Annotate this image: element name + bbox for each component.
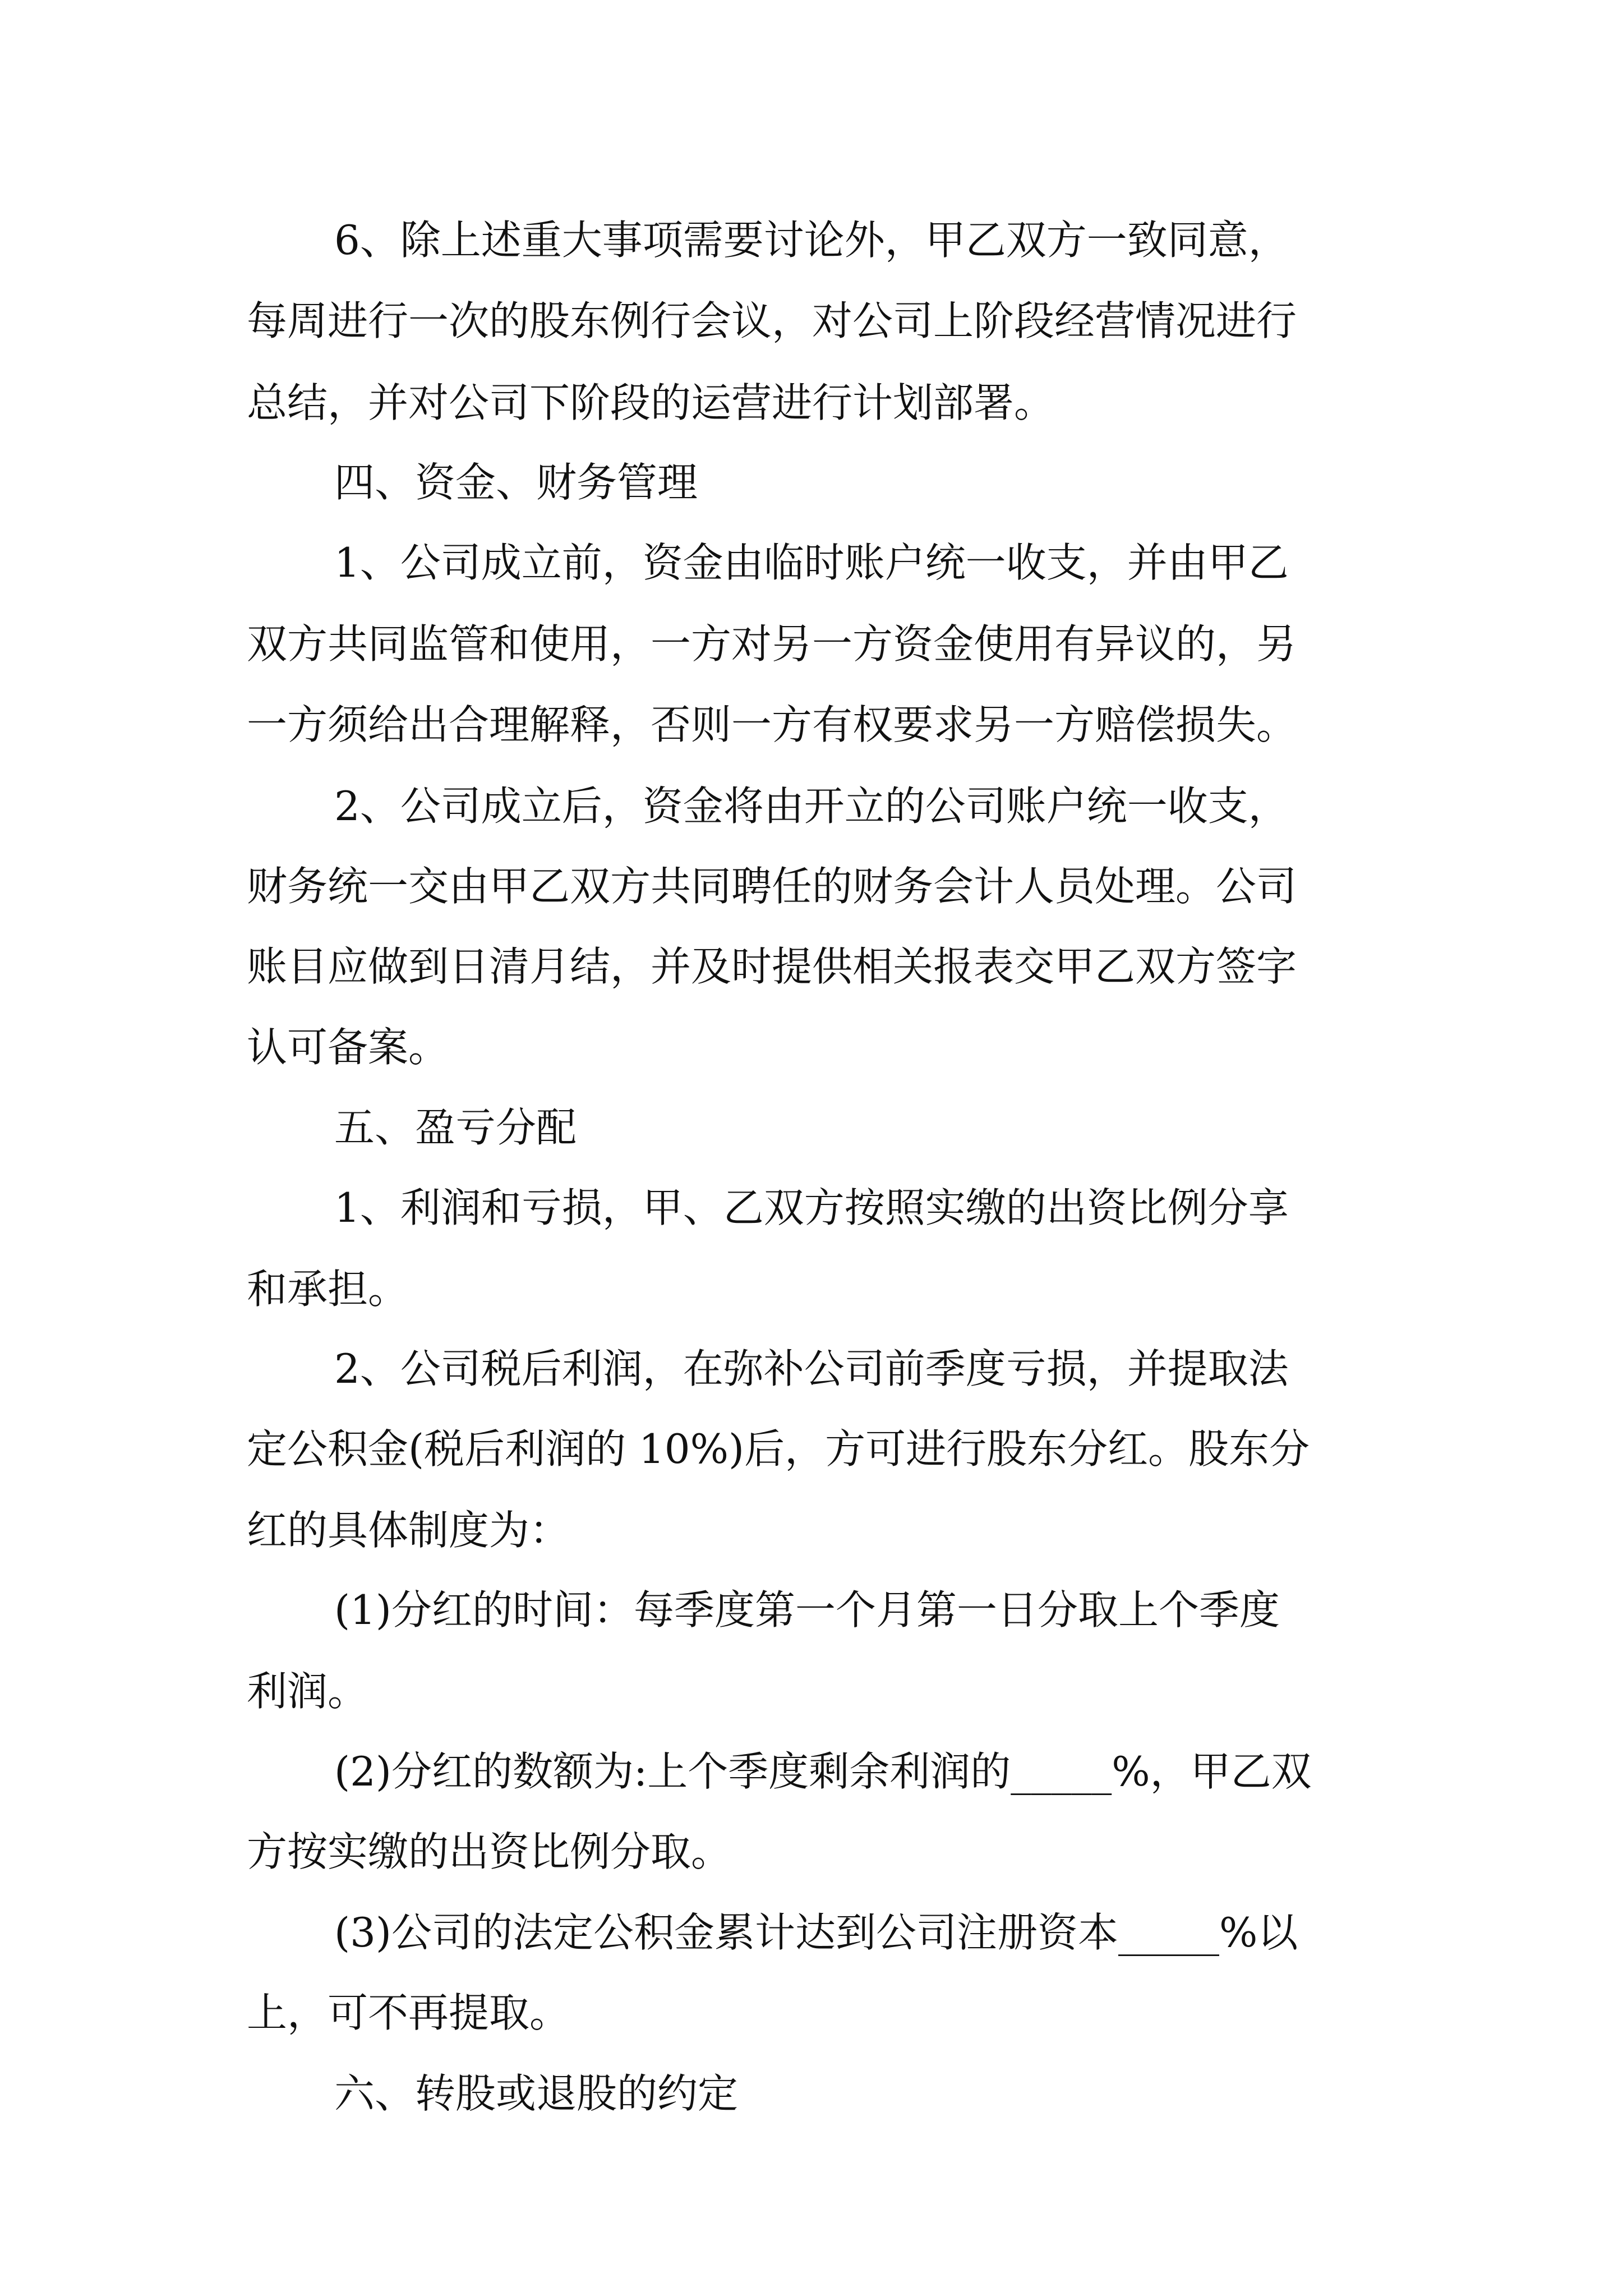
dividend-rule-1-line-1: (1)分红的时间：每季度第一个月第一日分取上个季度: [334, 1586, 1280, 1634]
paragraph-6-line-3: 总结，并对公司下阶段的运营进行计划部署。: [247, 379, 1055, 426]
section-heading-4: 四、资金、财务管理: [334, 459, 698, 506]
section-4-item-1-line-3: 一方须给出合理解释，否则一方有权要求另一方赔偿损失。: [247, 701, 1297, 748]
paragraph-6-line-2: 每周进行一次的股东例行会议，对公司上阶段经营情况进行: [247, 297, 1297, 344]
section-4-item-1-line-1: 1、公司成立前，资金由临时账户统一收支，并由甲乙: [334, 539, 1289, 586]
section-5-item-1-line-2: 和承担。: [247, 1266, 409, 1313]
section-5-item-2-line-1: 2、公司税后利润，在弥补公司前季度亏损，并提取法: [334, 1345, 1289, 1392]
section-4-item-2-line-3: 账目应做到日清月结，并及时提供相关报表交甲乙双方签字: [247, 943, 1297, 990]
dividend-rule-3-line-2: 上，可不再提取。: [247, 1989, 570, 2036]
section-4-item-2-line-4: 认可备案。: [247, 1024, 449, 1071]
section-heading-5: 五、盈亏分配: [334, 1104, 577, 1151]
section-5-item-2-line-3: 红的具体制度为：: [247, 1507, 570, 1554]
section-4-item-2-line-1: 2、公司成立后，资金将由开立的公司账户统一收支，: [334, 783, 1289, 830]
section-4-item-1-line-2: 双方共同监管和使用，一方对另一方资金使用有异议的，另: [247, 620, 1297, 668]
paragraph-6-line-1: 6、除上述重大事项需要讨论外，甲乙双方一致同意，: [334, 217, 1289, 264]
dividend-rule-1-line-2: 利润。: [247, 1668, 368, 1715]
dividend-rule-2-line-2: 方按实缴的出资比例分取。: [247, 1828, 732, 1875]
dividend-rule-3-line-1: (3)公司的法定公积金累计达到公司注册资本_____%以: [334, 1909, 1298, 1956]
dividend-rule-2-line-1: (2)分红的数额为:上个季度剩余利润的_____%，甲乙双: [334, 1748, 1312, 1795]
section-heading-6: 六、转股或退股的约定: [334, 2070, 739, 2117]
section-4-item-2-line-2: 财务统一交由甲乙双方共同聘任的财务会计人员处理。公司: [247, 863, 1297, 910]
section-5-item-2-line-2: 定公积金(税后利润的 10%)后，方可进行股东分红。股东分: [247, 1425, 1310, 1473]
section-5-item-1-line-1: 1、利润和亏损，甲、乙双方按照实缴的出资比例分享: [334, 1184, 1289, 1231]
